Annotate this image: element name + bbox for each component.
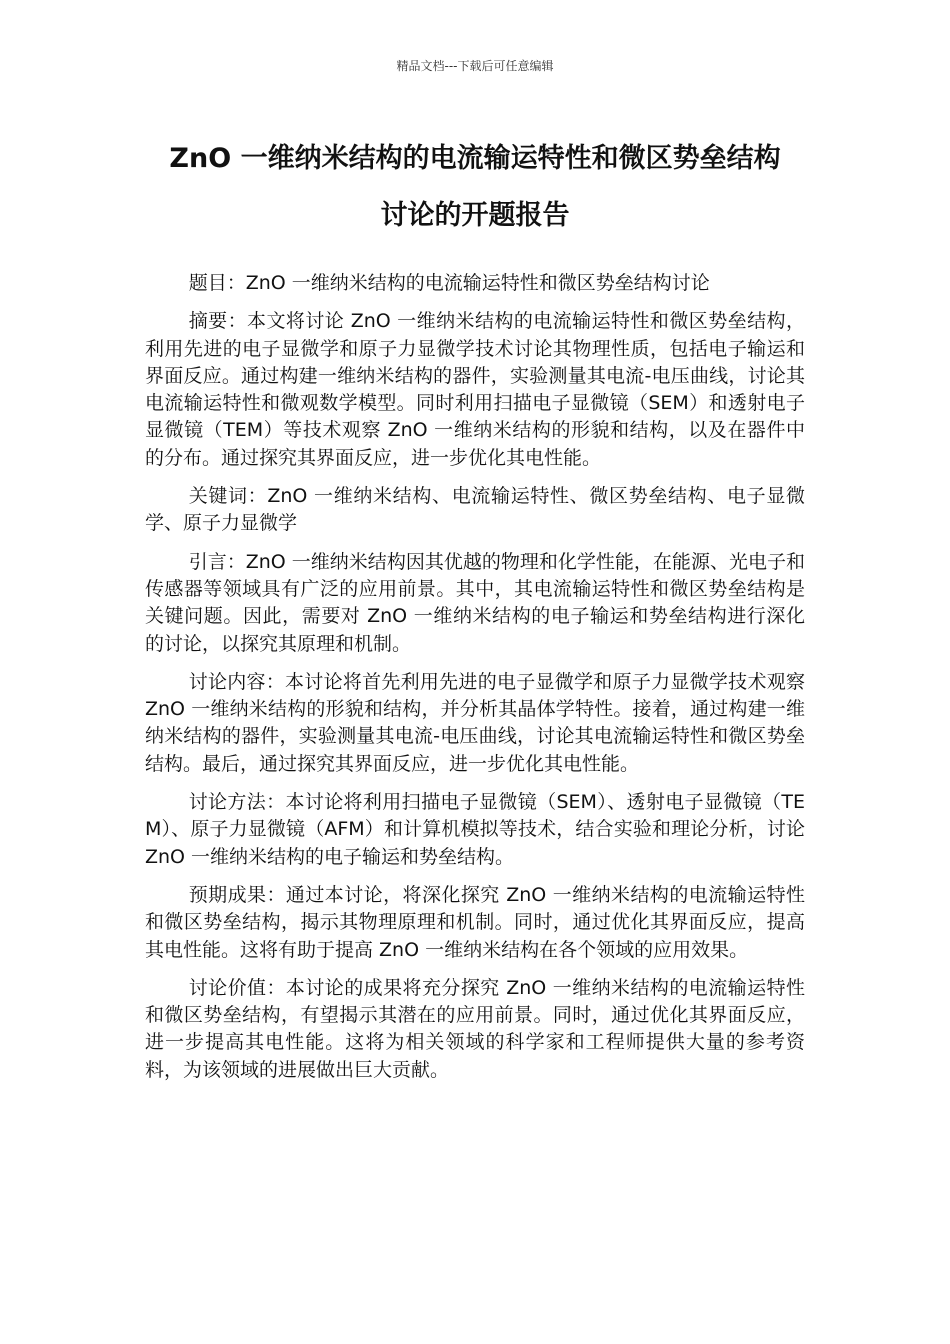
paragraph-value xyxy=(145,975,805,1084)
paragraph-label: 讨论方法： xyxy=(188,791,286,814)
paragraph-introduction xyxy=(145,549,805,658)
paragraph-label: 关键词： xyxy=(188,485,268,508)
paragraph-text: 本讨论将首先利用先进的电子显微学和原子力显微学技术观察 ZnO 一维纳米结构的形貌和结构，并分析其晶体学特性。接着，通过构建一维纳米结构的器件，实验测量其电流-电压曲线，讨论其电流输运特性和微区势垒结构。最后，通过探究其界面反应，进一步优化其电性能。 xyxy=(145,670,805,775)
paragraph-content xyxy=(145,669,805,778)
paragraph-topic xyxy=(145,270,805,297)
paragraph-label: 讨论内容： xyxy=(188,670,286,693)
paragraph-label: 预期成果： xyxy=(188,883,286,906)
paragraph-label: 题目： xyxy=(188,272,246,294)
paragraph-abstract xyxy=(145,308,805,472)
paragraph-text: ZnO 一维纳米结构、电流输运特性、微区势垒结构、电子显微学、原子力显微学 xyxy=(145,485,805,535)
paragraph-text: 本文将讨论 ZnO 一维纳米结构的电流输运特性和微区势垒结构，利用先进的电子显微学和原子力显微学技术讨论其物理性质，包括电子输运和界面反应。通过构建一维纳米结构的器件，实验测量其电流-电压曲线，讨论其电流输运特性和微观数学模型。同时利用扫描电子显微镜（SEM）和透射电子显微镜（TEM）等技术观察 ZnO 一维纳米结构的形貌和结构，以及在器件中的分布。通过探究其界面反应，进一步优化其电性能。 xyxy=(145,310,805,469)
header-note: 精品文档---下载后可任意编辑 xyxy=(396,59,554,73)
paragraph-text: ZnO 一维纳米结构的电流输运特性和微区势垒结构讨论 xyxy=(245,272,710,294)
paragraph-expected-results xyxy=(145,882,805,964)
paragraph-keywords xyxy=(145,483,805,538)
document-title-line-2: 讨论的开题报告 xyxy=(380,200,570,231)
paragraph-text: 本讨论的成果将充分探究 ZnO 一维纳米结构的电流输运特性和微区势垒结构，有望揭示其潜在的应用前景。同时，通过优化其界面反应，进一步提高其电性能。这将为相关领域的科学家和工程师提供大量的参考资料，为该领域的进展做出巨大贡献。 xyxy=(145,976,805,1081)
paragraph-label: 讨论价值： xyxy=(188,976,286,999)
paragraph-label: 引言： xyxy=(188,550,246,573)
paragraph-methods xyxy=(145,789,805,871)
document-title-line-1: ZnO 一维纳米结构的电流输运特性和微区势垒结构 xyxy=(169,143,781,174)
paragraph-text: 本讨论将利用扫描电子显微镜（SEM）、透射电子显微镜（TEM）、原子力显微镜（AFM）和计算机模拟等技术，结合实验和理论分析，讨论 ZnO 一维纳米结构的电子输运和势垒结构。 xyxy=(145,791,805,868)
document-body xyxy=(145,270,805,1095)
paragraph-label: 摘要： xyxy=(188,310,248,333)
paragraph-text: ZnO 一维纳米结构因其优越的物理和化学性能，在能源、光电子和传感器等领域具有广泛的应用前景。其中，其电流输运特性和微区势垒结构是关键问题。因此，需要对 ZnO 一维纳米结构的电子输运和势垒结构进行深化的讨论，以探究其原理和机制。 xyxy=(145,550,805,655)
paragraph-text: 通过本讨论，将深化探究 ZnO 一维纳米结构的电流输运特性和微区势垒结构，揭示其物理原理和机制。同时，通过优化其界面反应，提高其电性能。这将有助于提高 ZnO 一维纳米结构在各个领域的应用效果。 xyxy=(145,883,805,961)
